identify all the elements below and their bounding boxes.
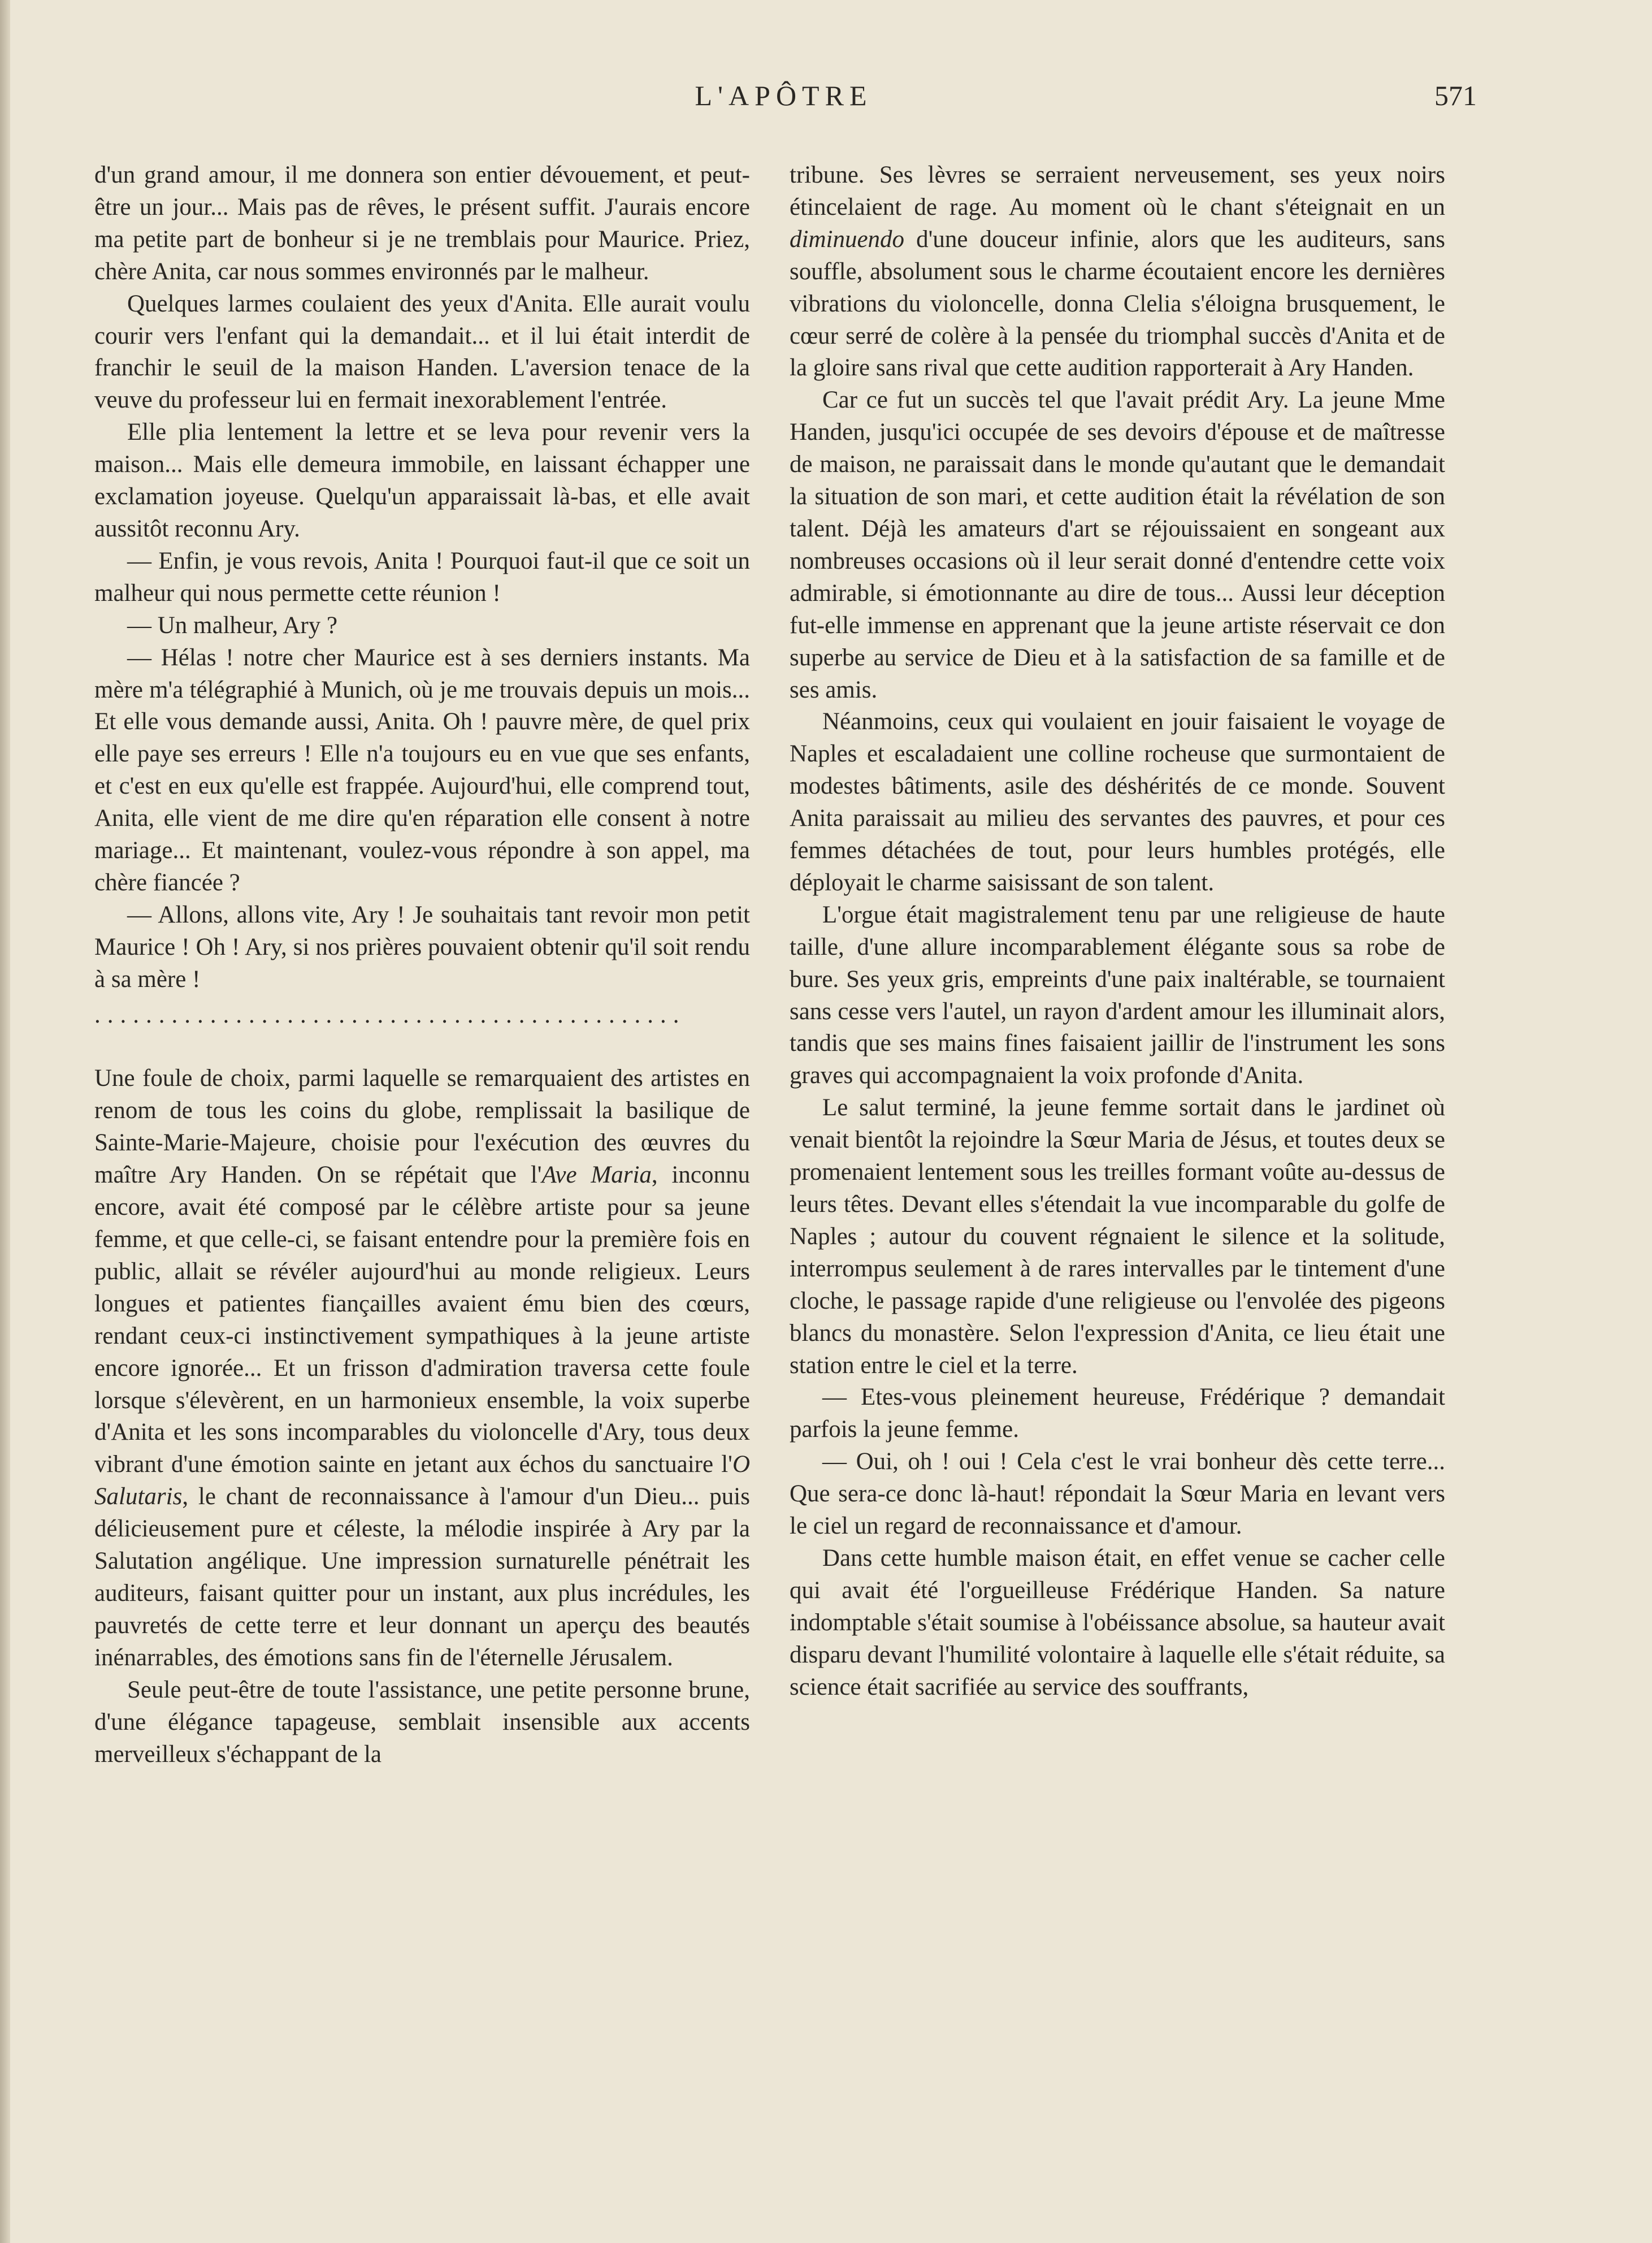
text-run: d'une douceur infinie, alors que les auditeurs, sans souffle, absolument sous le charme écoutaient encore les dernières vibrations du violoncelle, donna Clelia s'éloigna brusquement, le cœur serré de colère à la pensée du triomphal succès d'Anita et de la gloire sans rival que cette audition rapporterait à Ary Handen. — [790, 226, 1445, 382]
running-head — [90, 79, 1477, 124]
right-column — [790, 159, 1445, 1704]
paragraph: Elle plia lentement la lettre et se leva pour revenir vers la maison... Mais elle demeura immobile, en laissant échapper une exclamation joyeuse. Quelqu'un apparaissait là-bas, et elle avait aussitôt reconnu Ary. — [94, 419, 750, 542]
dialogue-paragraph: — Oui, oh ! oui ! Cela c'est le vrai bonheur dès cette terre... Que sera-ce donc là-haut! répondait la Sœur Maria en levant vers le ciel un regard de reconnaissance et d'amour. — [790, 1448, 1445, 1540]
text-run: Une foule de choix, parmi laquelle se remarquaient des artistes en renom de tous les coins du globe, remplissait la basilique de Sainte-Marie-Majeure, choisie pour l'exécution des œuvres du maître Ary Handen. On se répétait que l' — [94, 1065, 750, 1189]
dialogue-paragraph: — Un malheur, Ary ? — [127, 612, 338, 639]
paragraph: Néanmoins, ceux qui voulaient en jouir faisaient le voyage de Naples et escaladaient une colline rocheuse que surmontaient de modestes bâtiments, asile des déshérités de ce monde. Souvent Anita paraissait au milieu des servantes des pauvres, et pour ces femmes détachées de tout, pour leurs humbles protégés, elle déployait le charme saisissant de son talent. — [790, 708, 1445, 896]
paragraph: d'un grand amour, il me donnera son entier dévouement, et peut-être un jour... Mais pas de rêves, le présent suffit. J'aurais encore ma petite part de bonheur si je ne tremblais pour Maurice. Priez, chère Anita, car nous sommes environnés par le malheur. — [94, 162, 750, 285]
paragraph: Seule peut-être de toute l'assistance, une petite personne brune, d'une élégance tapageuse, semblait insensible aux accents merveilleux s'échappant de la — [94, 1676, 750, 1768]
text-run: tribune. Ses lèvres se serraient nerveusement, ses yeux noirs étincelaient de rage. Au moment où le chant s'éteignait en un — [790, 162, 1445, 220]
paragraph — [790, 159, 1445, 384]
paragraph — [94, 1063, 750, 1674]
paragraph: Dans cette humble maison était, en effet venue se cacher celle qui avait été l'orgueilleuse Frédérique Handen. Sa nature indomptable s'était soumise à l'obéissance absolue, sa hauteur avait disparu devant l'humilité volontaire à laquelle elle s'était réduite, sa science était sacrifiée au service des souffrants, — [790, 1544, 1445, 1700]
text-run: , le chant de reconnaissance à l'amour d'un Dieu... puis délicieusement pure et céleste, la mélodie inspirée à Ary par la Salutation angélique. Une impression surnaturelle pénétrait les auditeurs, faisant quitter pour un instant, aux plus incrédules, les pauvretés de cette terre et leur donnant un aperçu des beautés inénarrables, des émotions sans fin de l'éternelle Jérusalem. — [94, 1483, 750, 1671]
page-number: 571 — [1434, 80, 1477, 111]
italic-title: O Salutaris — [94, 1451, 750, 1510]
dialogue-paragraph: — Allons, allons vite, Ary ! Je souhaitais tant revoir mon petit Maurice ! Oh ! Ary, si nos prières pouvaient obtenir qu'il soit rendu à sa mère ! — [94, 901, 750, 993]
italic-term: diminuendo — [790, 226, 905, 253]
text-run: , inconnu encore, avait été composé par le célèbre artiste pour sa jeune femme, et que celle-ci, se faisant entendre pour la première fois en public, allait se révéler aujourd'hui au monde religieux. Leurs longues et patientes fiançailles avaient ému bien des cœurs, rendant ceux-ci instinctivement sympathiques à la jeune artiste encore ignorée... Et un frisson d'admiration traversa cette foule lorsque s'élevèrent, en un harmonieux ensemble, la voix superbe d'Anita et les sons incomparables du violoncelle d'Ary, tous deux vibrant d'une émotion sainte en jetant aux échos du sanctuaire l' — [94, 1162, 750, 1478]
paragraph: Quelques larmes coulaient des yeux d'Anita. Elle aurait voulu courir vers l'enfant qui la demandait... et il lui était interdit de franchir le seuil de la maison Handen. L'aversion tenace de la veuve du professeur lui en fermait inexorablement l'entrée. — [94, 290, 750, 414]
running-title: L'APÔTRE — [695, 80, 873, 111]
section-separator: .............................................. — [94, 1001, 686, 1028]
dialogue-paragraph: — Etes-vous pleinement heureuse, Frédérique ? demandait parfois la jeune femme. — [790, 1384, 1445, 1443]
dialogue-paragraph: — Hélas ! notre cher Maurice est à ses derniers instants. Ma mère m'a télégraphié à Munich, où je me trouvais depuis un mois... Et elle vous demande aussi, Anita. Oh ! pauvre mère, de quel prix elle paye ses erreurs ! Elle n'a toujours eu en vue que ses enfants, et c'est en eux qu'elle est frappée. Aujourd'hui, elle comprend tout, Anita, elle vient de me dire qu'en réparation elle consent à notre mariage... Et maintenant, voulez-vous répondre à son appel, ma chère fiancée ? — [94, 644, 750, 896]
paragraph: Le salut terminé, la jeune femme sortait dans le jardinet où venait bientôt la rejoindre la Sœur Maria de Jésus, et toutes deux se promenaient lentement sous les treilles formant voûte au-dessus de leurs têtes. Devant elles s'étendait la vue incomparable du golfe de Naples ; autour du couvent régnaient le silence et la solitude, interrompus seulement à de rares intervalles par le tintement d'une cloche, le passage rapide d'une religieuse ou l'envolée des pigeons blancs du monastère. Selon l'expression d'Anita, ce lieu était une station entre le ciel et la terre. — [790, 1094, 1445, 1379]
italic-title: Ave Maria — [541, 1162, 652, 1189]
page-binding-edge — [0, 0, 10, 2243]
paragraph: L'orgue était magistralement tenu par une religieuse de haute taille, d'une allure incomparablement élégante sous sa robe de bure. Ses yeux gris, empreints d'une paix inaltérable, se tournaient sans cesse vers l'autel, un rayon d'ardent amour les illuminait alors, tandis que ses mains fines faisaient jaillir de l'instrument les sons graves qui accompagnaient la voix profonde d'Anita. — [790, 901, 1445, 1089]
dialogue-paragraph: — Enfin, je vous revois, Anita ! Pourquoi faut-il que ce soit un malheur qui nous permette cette réunion ! — [94, 547, 750, 607]
paragraph: Car ce fut un succès tel que l'avait prédit Ary. La jeune Mme Handen, jusqu'ici occupée de ses devoirs d'épouse et de maîtresse de maison, ne paraissait dans le monde qu'autant que le demandait la situation de son mari, et cette audition était la révélation de son talent. Déjà les amateurs d'art se réjouissaient en songeant aux nombreuses occasions où il leur serait donné d'entendre cette voix admirable, si émotionnante au dire de tous... Aussi leur déception fut-elle immense en apprenant que la jeune artiste réservait ce don superbe au service de Dieu et à la satisfaction de sa famille et de ses amis. — [790, 387, 1445, 703]
left-column — [94, 159, 750, 1770]
